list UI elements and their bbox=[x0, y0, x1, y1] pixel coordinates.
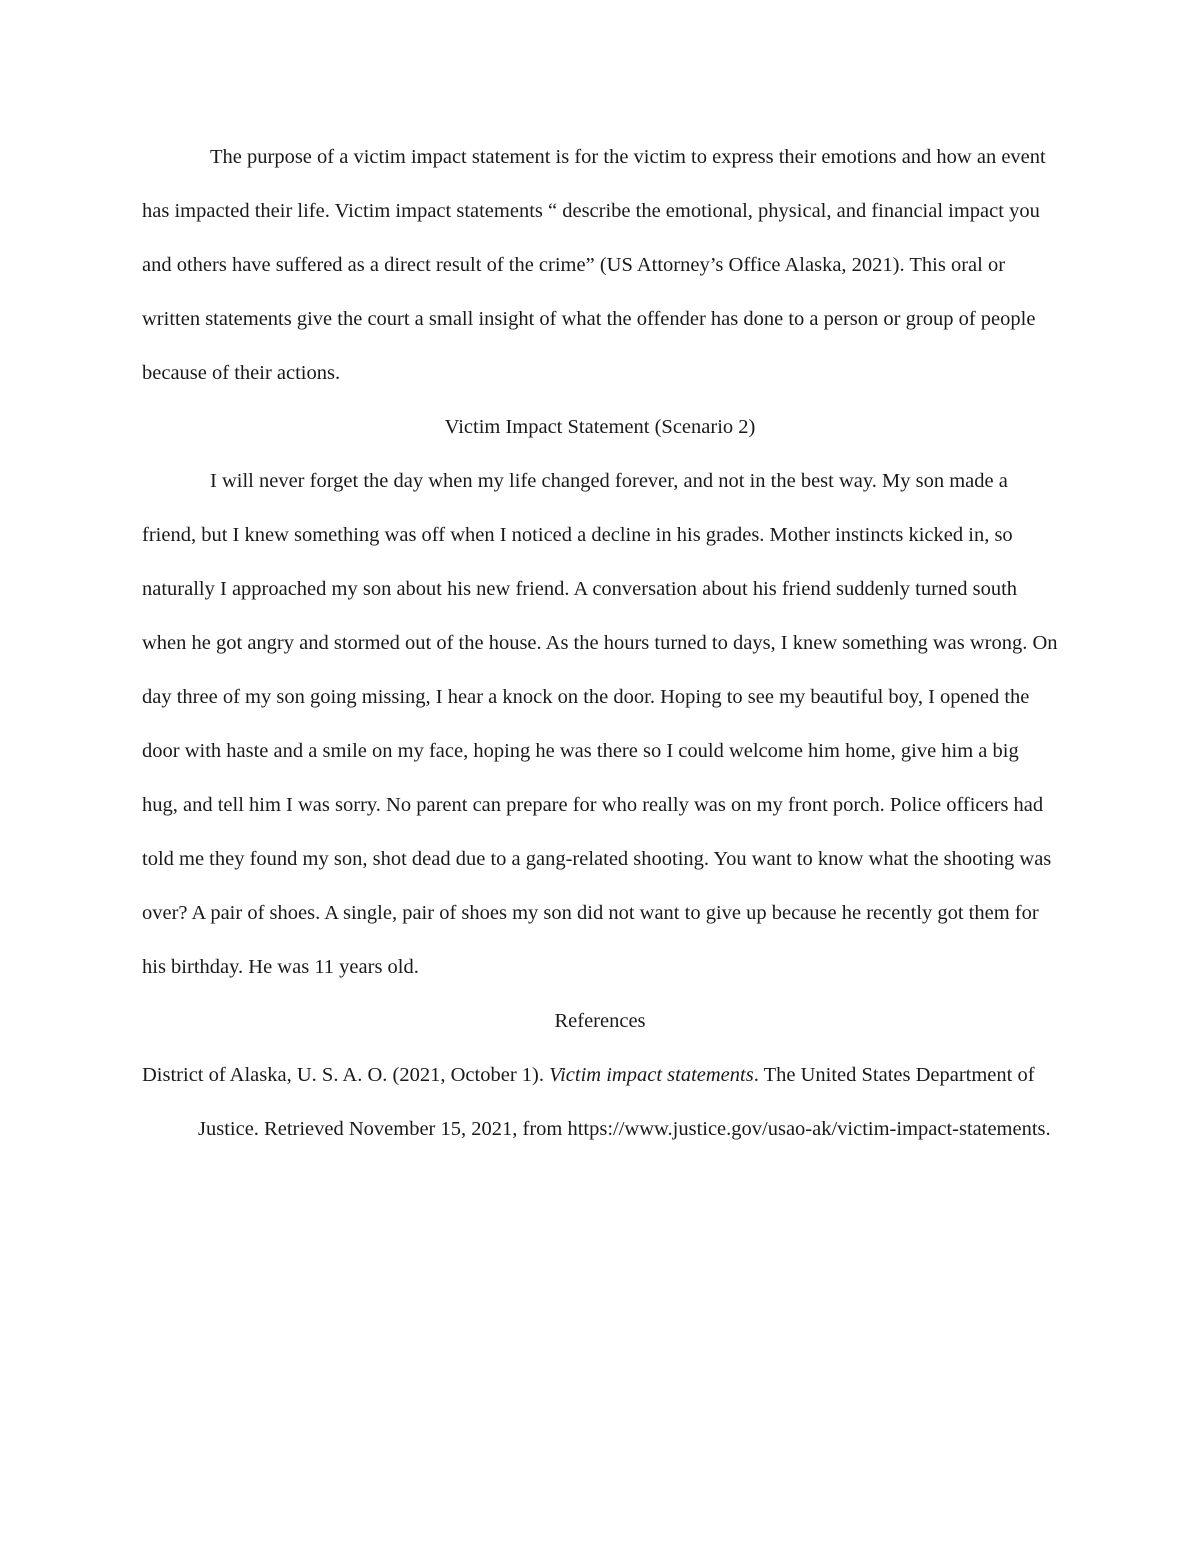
reference-source: . The United States Department of Justice. Retrieved November 15, 2021, from https://www.justice.gov/usao-ak/victim-impact-statements. bbox=[198, 1064, 1051, 1140]
statement-paragraph: I will never forget the day when my life changed forever, and not in the best way. My son made a friend, but I knew something was off when I noticed a decline in his grades. Mother instincts kicked in, so naturally I approached my son about his new friend. A conversation about his friend suddenly turned south when he got angry and stormed out of the house. As the hours turned to days, I knew something was wrong. On day three of my son going missing, I hear a knock on the door. Hoping to see my beautiful boy, I opened the door with haste and a smile on my face, hoping he was there so I could welcome him home, give him a big hug, and tell him I was sorry. No parent can prepare for who really was on my front porch. Police officers had told me they found my son, shot dead due to a gang-related shooting. You want to know what the shooting was over? A pair of shoes. A single, pair of shoes my son did not want to give up because he recently got them for his birthday. He was 11 years old. bbox=[142, 470, 1058, 978]
document-body bbox=[142, 130, 1058, 1156]
reference-title: Victim impact statements bbox=[549, 1064, 754, 1086]
statement-heading: Victim Impact Statement (Scenario 2) bbox=[444, 416, 756, 438]
reference-author-date: District of Alaska, U. S. A. O. (2021, October 1). bbox=[142, 1064, 550, 1086]
intro-paragraph: The purpose of a victim impact statement is for the victim to express their emotions and how an event has impacted their life. Victim impact statements “ describe the emotional, physical, and financial impact you and others have suffered as a direct result of the crime” (US Attorney’s Office Alaska, 2021). This oral or written statements give the court a small insight of what the offender has done to a person or group of people because of their actions. bbox=[142, 146, 1046, 384]
references-heading: References bbox=[554, 1010, 646, 1032]
reference-entry bbox=[142, 1048, 1090, 1156]
